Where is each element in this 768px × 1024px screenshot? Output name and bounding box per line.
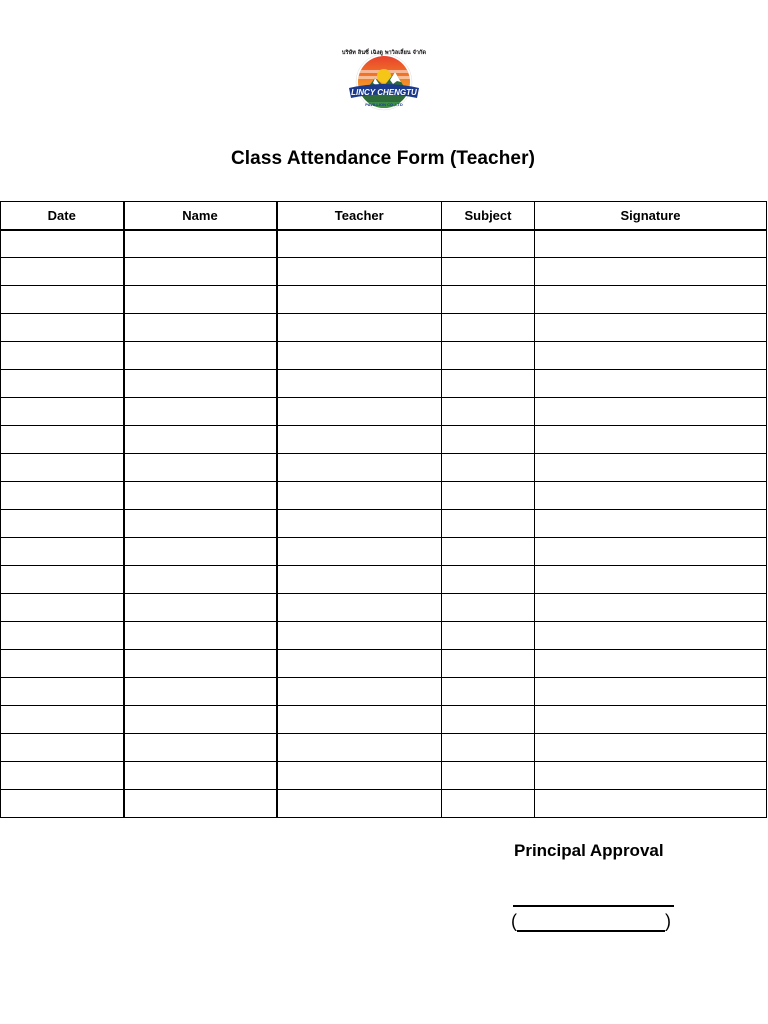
table-row bbox=[1, 510, 767, 538]
header-signature: Signature bbox=[535, 202, 767, 230]
teacher-cell[interactable] bbox=[277, 482, 442, 510]
subject-cell[interactable] bbox=[442, 622, 535, 650]
date-cell[interactable] bbox=[1, 398, 124, 426]
principal-approval-label: Principal Approval bbox=[514, 841, 664, 860]
subject-cell[interactable] bbox=[442, 342, 535, 370]
name-cell[interactable] bbox=[124, 762, 277, 790]
date-cell[interactable] bbox=[1, 594, 124, 622]
name-cell[interactable] bbox=[124, 482, 277, 510]
table-row bbox=[1, 678, 767, 706]
subject-cell[interactable] bbox=[442, 286, 535, 314]
form-title: Class Attendance Form (Teacher) bbox=[230, 148, 535, 169]
header-teacher: Teacher bbox=[277, 202, 442, 230]
close-paren: ) bbox=[665, 911, 671, 931]
signature-cell[interactable] bbox=[535, 594, 767, 622]
subject-cell[interactable] bbox=[442, 510, 535, 538]
signature-cell[interactable] bbox=[535, 790, 767, 818]
header-date: Date bbox=[1, 202, 124, 230]
name-cell[interactable] bbox=[124, 566, 277, 594]
subject-cell[interactable] bbox=[442, 398, 535, 426]
teacher-cell[interactable] bbox=[277, 622, 442, 650]
table-row bbox=[1, 566, 767, 594]
name-cell[interactable] bbox=[124, 314, 277, 342]
date-cell[interactable] bbox=[1, 678, 124, 706]
teacher-cell[interactable] bbox=[277, 734, 442, 762]
principal-name-blank[interactable] bbox=[517, 910, 665, 932]
signature-cell[interactable] bbox=[535, 426, 767, 454]
date-cell[interactable] bbox=[1, 258, 124, 286]
date-cell[interactable] bbox=[1, 538, 124, 566]
table-row bbox=[1, 426, 767, 454]
name-cell[interactable] bbox=[124, 538, 277, 566]
signature-cell[interactable] bbox=[535, 538, 767, 566]
table-row bbox=[1, 538, 767, 566]
table-row bbox=[1, 790, 767, 818]
subject-cell[interactable] bbox=[442, 650, 535, 678]
table-row bbox=[1, 342, 767, 370]
table-header-row bbox=[1, 202, 767, 230]
table-row bbox=[1, 594, 767, 622]
date-cell[interactable] bbox=[1, 622, 124, 650]
signature-cell[interactable] bbox=[535, 762, 767, 790]
table-row bbox=[1, 622, 767, 650]
table-row bbox=[1, 258, 767, 286]
name-cell[interactable] bbox=[124, 650, 277, 678]
date-cell[interactable] bbox=[1, 482, 124, 510]
subject-cell[interactable] bbox=[442, 538, 535, 566]
signature-cell[interactable] bbox=[535, 510, 767, 538]
date-cell[interactable] bbox=[1, 370, 124, 398]
table-row bbox=[1, 398, 767, 426]
logo-name-arc: บริษัท ลินซี่ เฉิงตู พาวิลเลี่ยน จำกัด bbox=[341, 50, 427, 56]
subject-cell[interactable] bbox=[442, 594, 535, 622]
principal-name-field[interactable] bbox=[511, 910, 671, 932]
teacher-cell[interactable] bbox=[277, 706, 442, 734]
table-row bbox=[1, 230, 767, 258]
name-cell[interactable] bbox=[124, 398, 277, 426]
date-cell[interactable] bbox=[1, 734, 124, 762]
signature-cell[interactable] bbox=[535, 286, 767, 314]
subject-cell[interactable] bbox=[442, 370, 535, 398]
name-cell[interactable] bbox=[124, 706, 277, 734]
company-logo bbox=[337, 40, 431, 116]
subject-cell[interactable] bbox=[442, 706, 535, 734]
subject-cell[interactable] bbox=[442, 426, 535, 454]
signature-cell[interactable] bbox=[535, 454, 767, 482]
name-cell[interactable] bbox=[124, 258, 277, 286]
date-cell[interactable] bbox=[1, 426, 124, 454]
name-cell[interactable] bbox=[124, 342, 277, 370]
subject-cell[interactable] bbox=[442, 258, 535, 286]
teacher-cell[interactable] bbox=[277, 790, 442, 818]
teacher-cell[interactable] bbox=[277, 454, 442, 482]
table-row bbox=[1, 370, 767, 398]
subject-cell[interactable] bbox=[442, 230, 535, 258]
name-cell[interactable] bbox=[124, 790, 277, 818]
date-cell[interactable] bbox=[1, 510, 124, 538]
teacher-cell[interactable] bbox=[277, 594, 442, 622]
open-paren: ( bbox=[511, 911, 517, 931]
signature-cell[interactable] bbox=[535, 706, 767, 734]
teacher-cell[interactable] bbox=[277, 566, 442, 594]
table-row bbox=[1, 454, 767, 482]
teacher-cell[interactable] bbox=[277, 258, 442, 286]
name-cell[interactable] bbox=[124, 510, 277, 538]
table-body bbox=[1, 230, 767, 818]
table-row bbox=[1, 650, 767, 678]
signature-cell[interactable] bbox=[535, 734, 767, 762]
signature-cell[interactable] bbox=[535, 370, 767, 398]
subject-cell[interactable] bbox=[442, 734, 535, 762]
subject-cell[interactable] bbox=[442, 790, 535, 818]
teacher-cell[interactable] bbox=[277, 314, 442, 342]
date-cell[interactable] bbox=[1, 342, 124, 370]
subject-cell[interactable] bbox=[442, 314, 535, 342]
teacher-cell[interactable] bbox=[277, 538, 442, 566]
header-name: Name bbox=[124, 202, 277, 230]
signature-cell[interactable] bbox=[535, 342, 767, 370]
subject-cell[interactable] bbox=[442, 454, 535, 482]
name-cell[interactable] bbox=[124, 622, 277, 650]
subject-cell[interactable] bbox=[442, 762, 535, 790]
date-cell[interactable] bbox=[1, 230, 124, 258]
teacher-cell[interactable] bbox=[277, 762, 442, 790]
table-row bbox=[1, 286, 767, 314]
name-cell[interactable] bbox=[124, 230, 277, 258]
teacher-cell[interactable] bbox=[277, 426, 442, 454]
header-subject: Subject bbox=[442, 202, 535, 230]
table-row bbox=[1, 734, 767, 762]
name-cell[interactable] bbox=[124, 734, 277, 762]
name-cell[interactable] bbox=[124, 454, 277, 482]
signature-cell[interactable] bbox=[535, 566, 767, 594]
teacher-cell[interactable] bbox=[277, 230, 442, 258]
name-cell[interactable] bbox=[124, 370, 277, 398]
date-cell[interactable] bbox=[1, 790, 124, 818]
table-row bbox=[1, 706, 767, 734]
name-cell[interactable] bbox=[124, 594, 277, 622]
teacher-cell[interactable] bbox=[277, 342, 442, 370]
date-cell[interactable] bbox=[1, 762, 124, 790]
signature-cell[interactable] bbox=[535, 230, 767, 258]
date-cell[interactable] bbox=[1, 706, 124, 734]
name-cell[interactable] bbox=[124, 426, 277, 454]
logo-brand-text: LINCY CHENGTU bbox=[351, 88, 417, 97]
signature-cell[interactable] bbox=[535, 398, 767, 426]
table-row bbox=[1, 762, 767, 790]
signature-cell[interactable] bbox=[535, 678, 767, 706]
teacher-cell[interactable] bbox=[277, 370, 442, 398]
teacher-cell[interactable] bbox=[277, 678, 442, 706]
signature-cell[interactable] bbox=[535, 482, 767, 510]
name-cell[interactable] bbox=[124, 286, 277, 314]
signature-cell[interactable] bbox=[535, 314, 767, 342]
date-cell[interactable] bbox=[1, 454, 124, 482]
teacher-cell[interactable] bbox=[277, 398, 442, 426]
signature-cell[interactable] bbox=[535, 650, 767, 678]
table-row bbox=[1, 482, 767, 510]
subject-cell[interactable] bbox=[442, 482, 535, 510]
date-cell[interactable] bbox=[1, 650, 124, 678]
date-cell[interactable] bbox=[1, 286, 124, 314]
teacher-cell[interactable] bbox=[277, 650, 442, 678]
teacher-cell[interactable] bbox=[277, 510, 442, 538]
signature-cell[interactable] bbox=[535, 622, 767, 650]
signature-cell[interactable] bbox=[535, 258, 767, 286]
logo-sub-text: PAVILLION CO.,LTD bbox=[365, 102, 403, 107]
signature-line[interactable] bbox=[513, 905, 674, 907]
teacher-cell[interactable] bbox=[277, 286, 442, 314]
date-cell[interactable] bbox=[1, 314, 124, 342]
attendance-table bbox=[0, 201, 767, 818]
table-row bbox=[1, 314, 767, 342]
subject-cell[interactable] bbox=[442, 678, 535, 706]
subject-cell[interactable] bbox=[442, 566, 535, 594]
name-cell[interactable] bbox=[124, 678, 277, 706]
date-cell[interactable] bbox=[1, 566, 124, 594]
